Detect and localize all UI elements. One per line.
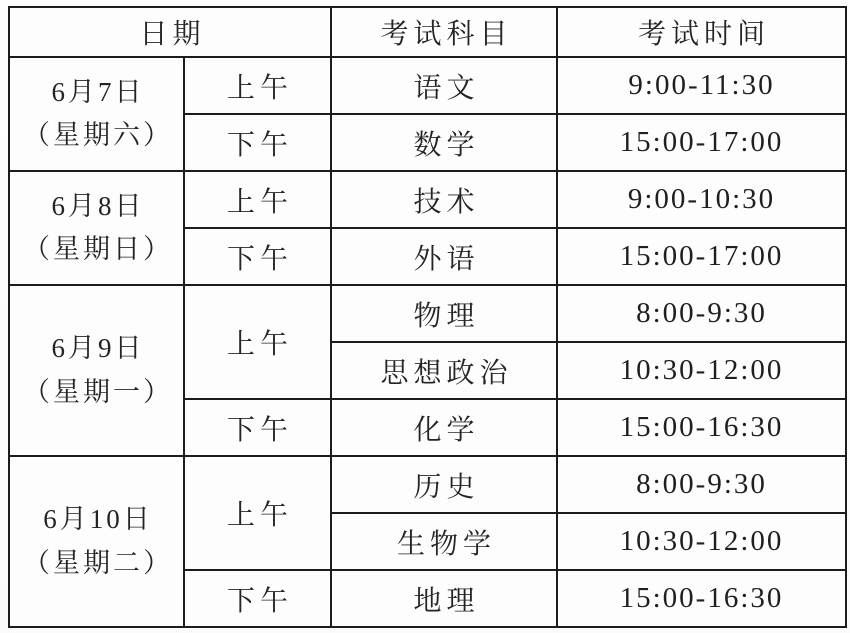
subject-cell: 思想政治 [331,342,557,399]
date-line-2: （星期一） [23,376,173,407]
time-cell: 15:00-16:30 [557,570,846,627]
time-cell: 15:00-17:00 [557,114,846,171]
date-line-2: （星期二） [23,547,173,578]
date-cell-jun7 [9,57,184,171]
date-cell-jun9 [9,285,184,456]
period-cell: 上午 [184,171,331,228]
time-cell: 8:00-9:30 [557,456,846,513]
date-line-2: （星期六） [23,120,173,150]
time-cell: 10:30-12:00 [557,342,846,399]
table-row [9,57,846,114]
time-cell: 10:30-12:00 [557,513,846,570]
subject-cell: 语文 [331,57,557,114]
header-subject: 考试科目 [331,7,557,57]
date-cell-jun8 [9,171,184,285]
date-line-1: 6月9日 [51,333,145,364]
date-line-1: 6月8日 [51,190,145,221]
date-line-1: 6月10日 [43,504,153,535]
table-row [9,456,846,513]
time-cell: 15:00-16:30 [557,399,846,456]
time-cell: 9:00-11:30 [557,57,846,114]
header-date: 日期 [9,7,331,57]
date-line-1: 6月7日 [51,76,145,107]
table-row [9,285,846,342]
period-cell: 下午 [184,570,331,627]
subject-cell: 物理 [331,285,557,342]
period-cell: 上午 [184,456,331,570]
header-time: 考试时间 [557,7,846,57]
period-cell: 下午 [184,114,331,171]
subject-cell: 化学 [331,399,557,456]
time-cell: 9:00-10:30 [557,171,846,228]
subject-cell: 历史 [331,456,557,513]
table-header-row [9,7,846,57]
time-cell: 8:00-9:30 [557,285,846,342]
period-cell: 上午 [184,285,331,399]
date-line-2: （星期日） [23,234,173,264]
table-row [9,171,846,228]
time-cell: 15:00-17:00 [557,228,846,285]
subject-cell: 外语 [331,228,557,285]
period-cell: 上午 [184,57,331,114]
period-cell: 下午 [184,399,331,456]
subject-cell: 生物学 [331,513,557,570]
exam-schedule-table [8,6,847,628]
subject-cell: 技术 [331,171,557,228]
period-cell: 下午 [184,228,331,285]
date-cell-jun10 [9,456,184,627]
subject-cell: 地理 [331,570,557,627]
subject-cell: 数学 [331,114,557,171]
